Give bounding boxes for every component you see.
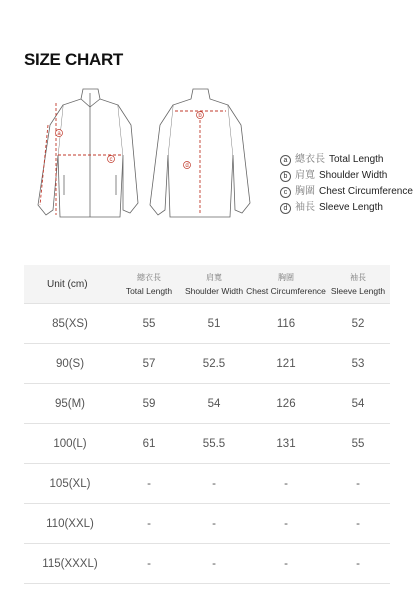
legend-label: Sleeve Length: [319, 202, 383, 213]
value-cell: -: [182, 544, 246, 584]
value-cell: -: [182, 464, 246, 504]
table-row: [24, 544, 390, 584]
value-cell: -: [246, 544, 326, 584]
measurement-legend: [280, 152, 413, 216]
value-cell: 55: [116, 304, 182, 344]
legend-item: [280, 168, 413, 184]
marker-a: a: [57, 131, 61, 137]
legend-mark: b: [280, 171, 291, 182]
value-cell: 61: [116, 424, 182, 464]
value-cell: 52: [326, 304, 390, 344]
marker-c: c: [109, 157, 113, 163]
size-cell: 85(XS): [24, 304, 116, 344]
value-cell: 57: [116, 344, 182, 384]
unit-header: Unit (cm): [24, 265, 116, 304]
table-row: [24, 424, 390, 464]
value-cell: -: [326, 544, 390, 584]
value-cell: 52.5: [182, 344, 246, 384]
legend-label: Shoulder Width: [319, 170, 388, 181]
value-cell: 121: [246, 344, 326, 384]
size-cell: 115(XXXL): [24, 544, 116, 584]
legend-mark: c: [280, 187, 291, 198]
column-header: 肩寬 Shoulder Width: [182, 265, 246, 304]
size-cell: 100(L): [24, 424, 116, 464]
table-row: [24, 304, 390, 344]
page-title: SIZE CHART: [24, 50, 124, 69]
value-cell: 116: [246, 304, 326, 344]
legend-cjk: 肩寬: [295, 170, 315, 181]
table-row: [24, 464, 390, 504]
legend-item: [280, 200, 413, 216]
value-cell: 126: [246, 384, 326, 424]
legend-cjk: 袖長: [295, 202, 315, 213]
table-row: [24, 384, 390, 424]
legend-mark: d: [280, 203, 291, 214]
value-cell: -: [116, 504, 182, 544]
value-cell: -: [326, 504, 390, 544]
column-header: 胸圍 Chest Circumference: [246, 265, 326, 304]
table-row: [24, 344, 390, 384]
column-header: 總衣長 Total Length: [116, 265, 182, 304]
marker-d: d: [185, 163, 189, 169]
legend-mark: a: [280, 155, 291, 166]
legend-cjk: 胸圍: [295, 186, 315, 197]
value-cell: -: [246, 464, 326, 504]
jacket-diagram: [28, 85, 264, 225]
value-cell: -: [182, 504, 246, 544]
legend-item: [280, 184, 413, 200]
size-cell: 105(XL): [24, 464, 116, 504]
size-table: [24, 265, 390, 584]
value-cell: 131: [246, 424, 326, 464]
table-row: [24, 504, 390, 544]
value-cell: 55.5: [182, 424, 246, 464]
legend-label: Chest Circumference: [319, 186, 413, 197]
value-cell: 55: [326, 424, 390, 464]
jacket-front-illustration: [38, 89, 138, 217]
value-cell: -: [116, 544, 182, 584]
size-cell: 95(M): [24, 384, 116, 424]
value-cell: 54: [326, 384, 390, 424]
value-cell: 53: [326, 344, 390, 384]
value-cell: -: [246, 504, 326, 544]
value-cell: 59: [116, 384, 182, 424]
size-cell: 90(S): [24, 344, 116, 384]
value-cell: -: [326, 464, 390, 504]
size-cell: 110(XXL): [24, 504, 116, 544]
value-cell: -: [116, 464, 182, 504]
legend-label: Total Length: [329, 154, 384, 165]
legend-item: [280, 152, 413, 168]
value-cell: 51: [182, 304, 246, 344]
table-header-row: [24, 265, 390, 304]
marker-b: b: [198, 113, 202, 119]
value-cell: 54: [182, 384, 246, 424]
column-header: 袖長 Sleeve Length: [326, 265, 390, 304]
legend-cjk: 總衣長: [295, 154, 325, 165]
